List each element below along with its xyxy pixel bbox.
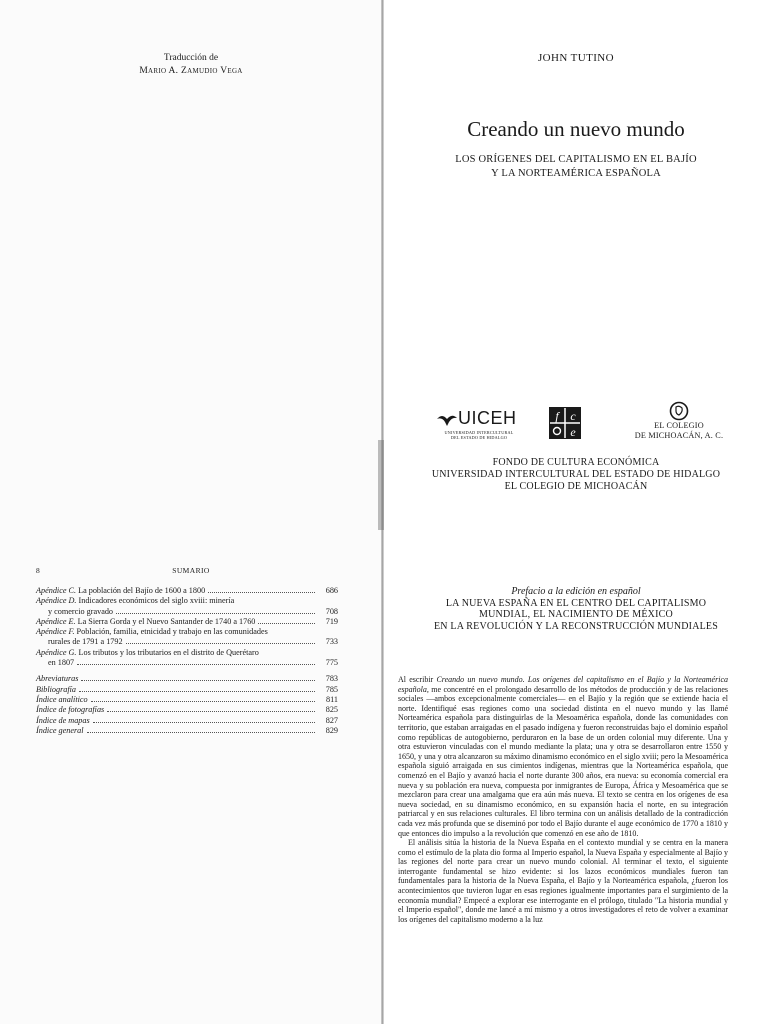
toc-page: 811	[326, 694, 338, 704]
toc-row	[36, 674, 338, 684]
uiceh-subtitle-line: DEL ESTADO DE HIDALGO	[450, 435, 508, 440]
table-of-contents	[36, 586, 338, 736]
toc-text: Población, familia, etnicidad y trabajo en las comunidades	[74, 627, 268, 637]
toc-label: Apéndice F.	[36, 627, 75, 637]
paragraph-intro: Al escribir	[398, 675, 437, 684]
toc-label: Índice de fotografías	[36, 705, 105, 715]
fce-logo-icon	[548, 406, 582, 440]
toc-label: Bibliografía	[36, 684, 77, 694]
toc-text: Indicadores económicos del siglo xviii: minería	[76, 596, 235, 606]
toc-page: 708	[325, 606, 338, 616]
toc-text: y comercio gravado	[48, 606, 114, 616]
toc-text: en 1807	[48, 658, 75, 668]
right-page	[384, 0, 768, 1024]
toc-text: La Sierra Gorda y el Nuevo Santander de 1740 a 1760	[75, 616, 256, 626]
toc-page: 785	[325, 684, 338, 694]
preface-title	[384, 598, 768, 632]
toc-row	[36, 607, 338, 617]
page-number: 8	[36, 566, 40, 575]
toc-row	[36, 648, 338, 658]
toc-label: Índice general	[36, 725, 84, 735]
toc-row	[36, 586, 338, 596]
publisher-line: FONDO DE CULTURA ECONÓMICA	[492, 457, 660, 468]
toc-row	[36, 596, 338, 606]
publisher-list	[384, 457, 768, 493]
left-page	[0, 0, 382, 1024]
preface-body	[398, 675, 728, 924]
toc-label: Apéndice E.	[36, 616, 76, 626]
toc-page: 825	[325, 705, 338, 715]
summary-title: SUMARIO	[172, 566, 210, 575]
summary-header	[36, 566, 346, 575]
book-title: Creando un nuevo mundo	[467, 117, 685, 141]
book-title-italic: Creando un nuevo mundo. Los orígenes del capitalismo en el Bajío y la Norteamérica española,	[398, 675, 728, 694]
colmich-logo	[624, 401, 734, 441]
colmich-line: DE MICHOACÁN, A. C.	[634, 431, 724, 440]
toc-text: La población del Bajío de 1600 a 1800	[76, 586, 206, 595]
credit-label: Traducción de	[163, 53, 219, 63]
toc-row	[36, 695, 338, 705]
translator-name: Mario A. Zamudio Vega	[139, 66, 243, 76]
preface-title-line: MUNDIAL, EL NACIMIENTO DE MÉXICO	[479, 609, 673, 621]
author-name: JOHN TUTINO	[538, 52, 614, 64]
publisher-line: UNIVERSIDAD INTERCULTURAL DEL ESTADO DE HIDALGO	[431, 469, 721, 480]
toc-text: Los tributos y los tributarios en el distrito de Querétaro	[76, 647, 259, 657]
toc-label: Abreviaturas	[36, 674, 79, 684]
subtitle-line: Y LA NORTEAMÉRICA ESPAÑOLA	[491, 168, 661, 179]
preface-title-line: LA NUEVA ESPAÑA EN EL CENTRO DEL CAPITALISMO	[445, 598, 707, 609]
toc-row	[36, 617, 338, 627]
seal-icon	[669, 401, 689, 421]
book-subtitle	[384, 153, 768, 181]
svg-text:c: c	[570, 409, 576, 423]
translation-credit	[0, 52, 382, 78]
toc-page: 733	[325, 637, 338, 647]
paragraph	[398, 675, 728, 838]
uiceh-subtitle	[436, 430, 522, 440]
toc-row	[36, 685, 338, 695]
toc-page: 719	[325, 616, 338, 626]
subtitle-line: LOS ORÍGENES DEL CAPITALISMO EN EL BAJÍO	[455, 154, 697, 165]
toc-row	[36, 637, 338, 647]
uiceh-subtitle-line: UNIVERSIDAD INTERCULTURAL	[444, 430, 514, 435]
toc-row	[36, 705, 338, 715]
svg-text:f: f	[555, 409, 559, 423]
toc-label: Apéndice C.	[36, 586, 77, 595]
preface-label: Prefacio a la edición en español	[511, 586, 641, 597]
publisher-line: EL COLEGIO DE MICHOACÁN	[504, 481, 648, 492]
toc-page: 783	[325, 674, 338, 684]
paragraph-text: me concentré en el prolongado desarrollo de los métodos de producción y de las relaciones sociales —ambos excepcionalmente comerciales— en el Bajío y la región que se extiende hacia el norte. Identifiqué esas regiones como una sociedad distinta en el nuevo mundo y las llamé Norteamérica española para distinguirlas de la Mesoamérica española, donde las comunidades con territorio, que estaban arraigadas en el pasado indígena y fueron reconstruidas bajo el dominio español como repúblicas de autogobierno, perduraron en la base de un orden colonial muy diferente. Una y otra estuvieron vinculadas con el mundo mediante la plata; una y otra se desarrollaron entre 1550 y 1650, y una y otra alcanzaron su máximo dinamismo económico en el siglo xviii; pero la Mesoamérica española siguió arraigada en sus cimientos indígenas, mientras que la Norteamérica española, que comenzó en el Bajío y avanzó hacia el norte durante 300 años, era nueva: su economía comercial era nueva y su población era nueva, compuesta por inmigrantes de Europa, África y Mesoamérica que se mezclaron para crear una amalgama que era aún más nueva. El texto se centra en los orígenes de esa nueva sociedad, en su dinamismo económico, en su expansión hacia el norte, en su integración patriarcal y en sus relaciones culturales. El libro termina con un análisis detallado de la contradicción cada vez más profunda que se diseminó por todo el Bajío durante el auge económico de 1770 a 1810 y que entonces dio impulso a la revolución que comenzó en ese año de 1810.	[398, 684, 728, 838]
publisher-logos	[384, 398, 768, 448]
toc-page: 775	[325, 658, 338, 668]
toc-page: 827	[325, 715, 338, 725]
paragraph: El análisis sitúa la historia de la Nueva España en el contexto mundial y se centra en la manera como el estímulo de la plata dio forma al Imperio español, la Nueva España y especialmente al Bajío y las regiones del norte para crear un nuevo mundo colonial. Al terminar el texto, el siguiente interrogante fundamental se hizo evidente: si los lazos económicos mundiales fueron tan fundamentales para la historia de la Nueva España, el Bajío y la Norteamérica española, ¿fueron los acontecimientos que tuvieron lugar en esas regiones igualmente importantes para el surgimiento de la economía mundial? Empecé a explorar ese interrogante en el prólogo, titulado "La historia mundial y el Imperio español", donde me lancé a mí mismo y a otros investigadores el reto de volver a examinar los orígenes del capitalismo moderno a la luz	[398, 838, 728, 924]
toc-label: Apéndice D.	[36, 596, 77, 606]
toc-label: Índice analítico	[36, 694, 88, 704]
uiceh-wordmark: UICEH	[458, 408, 517, 428]
toc-label: Apéndice G.	[36, 647, 77, 657]
toc-row	[36, 726, 338, 736]
toc-row	[36, 627, 338, 637]
bird-icon	[436, 413, 458, 427]
preface-title-line: EN LA REVOLUCIÓN Y LA RECONSTRUCCIÓN MUNDIALES	[433, 620, 718, 632]
toc-row	[36, 716, 338, 726]
svg-text:e: e	[570, 425, 576, 439]
toc-label: Índice de mapas	[36, 715, 90, 725]
toc-page: 686	[325, 586, 338, 595]
toc-text: rurales de 1791 a 1792	[48, 637, 123, 647]
toc-row	[36, 658, 338, 668]
toc-page: 829	[325, 725, 338, 735]
colmich-line: EL COLEGIO	[654, 421, 704, 430]
